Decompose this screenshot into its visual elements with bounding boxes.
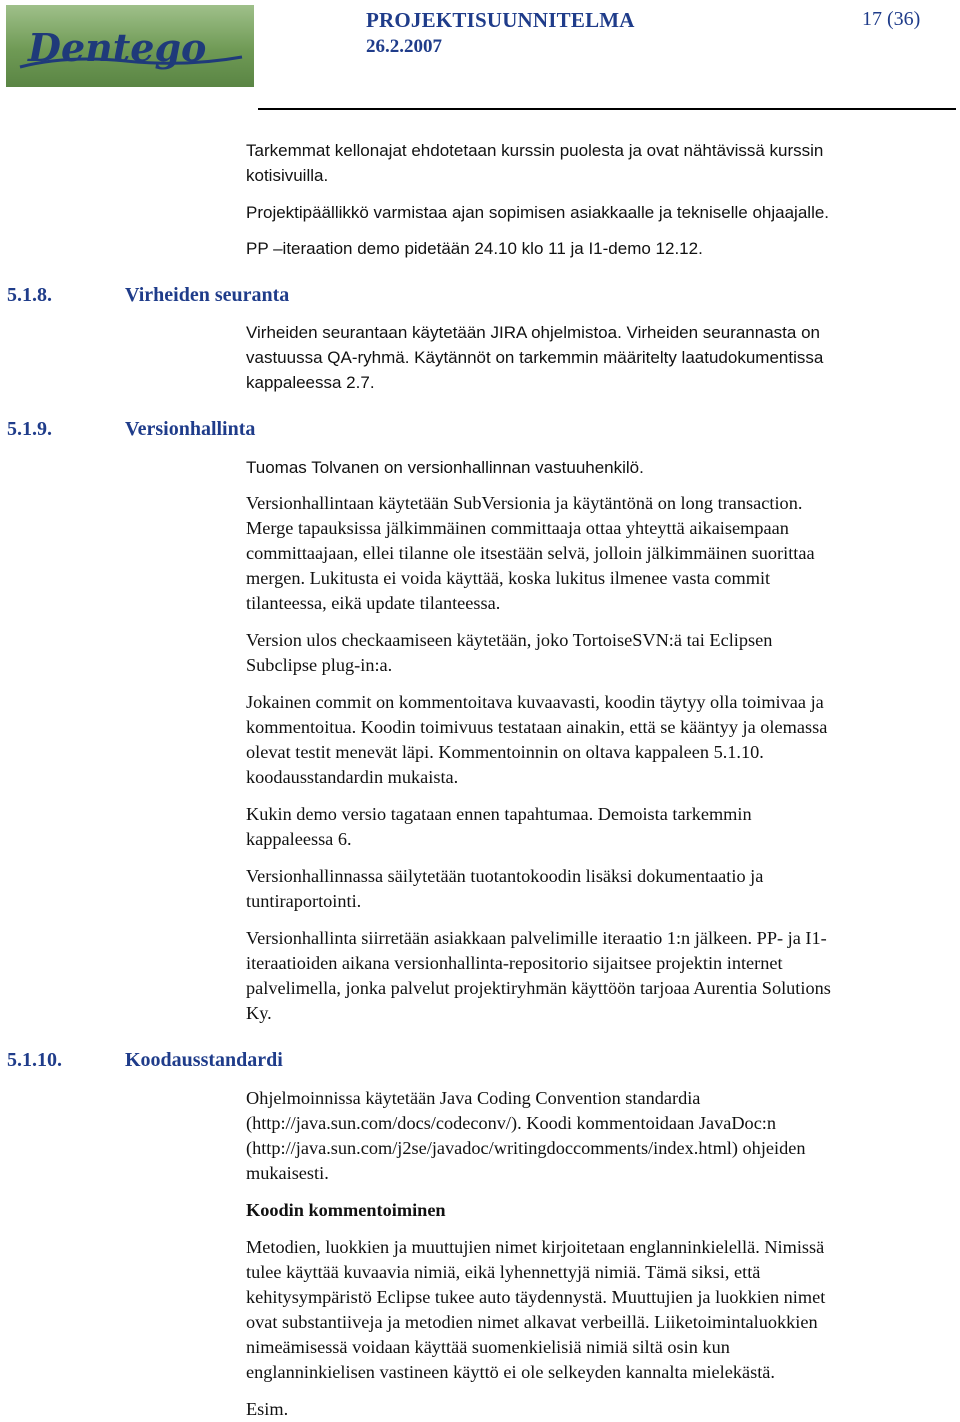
- text-line: Tuomas Tolvanen on versionhallinnan vastuuhenkilö.: [246, 458, 644, 477]
- text-line: vastuussa QA-ryhmä. Käytännöt on tarkemmin määritelty laatudokumentissa: [246, 348, 824, 367]
- text-line: palvelimella, jonka palvelut projektiryhmän käyttöön tarjoaa Aurentia Solutions: [246, 978, 831, 998]
- text-line: koodausstandardin mukaista.: [246, 767, 459, 787]
- logo-text: Dentego: [28, 25, 207, 70]
- section-title: Versionhallinta: [125, 418, 256, 440]
- text-line: Version ulos checkaamiseen käytetään, joko TortoiseSVN:ä tai Eclipsen: [246, 630, 773, 650]
- section-title: Virheiden seuranta: [125, 284, 290, 306]
- text-line: kommentoitua. Koodin toimivuus testataan ainakin, että se kääntyy ja olemassa: [246, 717, 828, 737]
- section-title: Koodausstandardi: [125, 1049, 283, 1071]
- text-line: Kukin demo versio tagataan ennen tapahtumaa. Demoista tarkemmin: [246, 804, 752, 824]
- company-logo: [6, 5, 254, 87]
- document-title: PROJEKTISUUNNITELMA: [366, 8, 635, 32]
- text-line: ovat substantiiveja ja metodien nimet alkavat verbeillä. Liiketoimintaluokkien: [246, 1312, 818, 1332]
- intro-line: Tarkemmat kellonajat ehdotetaan kurssin puolesta ja ovat nähtävissä kurssin: [246, 141, 824, 160]
- section-heading-koodausstandardi: [7, 1049, 283, 1072]
- section-heading-versionhallinta: [7, 418, 255, 441]
- section-number: 5.1.9.: [7, 418, 52, 440]
- text-line: Virheiden seurantaan käytetään JIRA ohjelmistoa. Virheiden seurannasta on: [246, 323, 820, 342]
- text-line: kehitysympäristö Eclipse tukee auto täydennystä. Muuttujien ja luokkien nimet: [246, 1287, 826, 1307]
- text-line: committaajaan, ellei tilanne ole itsestään selvä, jolloin jälkimmäinen suorittaa: [246, 543, 815, 563]
- text-line: Merge tapauksissa jälkimmäinen committaaja ottaa yhteyttä aikaisempaan: [246, 518, 789, 538]
- text-line: kappaleessa 2.7.: [246, 373, 375, 392]
- text-line: englanninkielisen vastineen käyttö ei ole selkeyden kannalta mielekästä.: [246, 1362, 775, 1382]
- text-line: Jokainen commit on kommentoitava kuvaavasti, koodin täytyy olla toimivaa ja: [246, 692, 824, 712]
- text-line: Metodien, luokkien ja muuttujien nimet kirjoitetaan englanninkielellä. Nimissä: [246, 1237, 825, 1257]
- subheading-koodin-kommentoiminen: Koodin kommentoiminen: [246, 1200, 446, 1220]
- section-number: 5.1.8.: [7, 284, 52, 306]
- text-line: mukaisesti.: [246, 1163, 329, 1183]
- document-date: 26.2.2007: [366, 36, 442, 57]
- text-line: tulee käyttää kuvaavia nimiä, eikä lyhennettyjä nimiä. Tämä siksi, että: [246, 1262, 761, 1282]
- text-line: Esim.: [246, 1399, 289, 1419]
- text-line: Ohjelmoinnissa käytetään Java Coding Convention standardia: [246, 1088, 701, 1108]
- text-line: nimeämisessä voidaan käyttää suomenkielisiä nimiä siltä osin kun: [246, 1337, 730, 1357]
- text-line: (http://java.sun.com/docs/codeconv/). Koodi kommentoidaan JavaDoc:n: [246, 1113, 777, 1133]
- text-line: Versionhallintaan käytetään SubVersionia ja käytäntönä on long transaction.: [246, 493, 803, 513]
- intro-line: PP –iteraation demo pidetään 24.10 klo 11 ja I1-demo 12.12.: [246, 239, 703, 258]
- text-line: Versionhallinta siirretään asiakkaan palvelimille iteraatio 1:n jälkeen. PP- ja I1-: [246, 928, 827, 948]
- text-line: (http://java.sun.com/j2se/javadoc/writingdoccomments/index.html) ohjeiden: [246, 1138, 806, 1158]
- text-line: tilanteessa, eikä update tilanteessa.: [246, 593, 501, 613]
- text-line: iteraatioiden aikana versionhallinta-repositorio sijaitsee projektin internet: [246, 953, 783, 973]
- text-line: olevat testit menevät läpi. Kommentoinnin on oltava kappaleen 5.1.10.: [246, 742, 764, 762]
- intro-line: kotisivuilla.: [246, 166, 329, 185]
- section-heading-virheiden-seuranta: [7, 284, 289, 307]
- text-line: mergen. Lukitusta ei voida käyttää, koska lukitus ilmenee vasta commit: [246, 568, 771, 588]
- text-line: Ky.: [246, 1003, 272, 1023]
- logo-wordmark: [6, 5, 254, 87]
- section-number: 5.1.10.: [7, 1049, 62, 1071]
- intro-line: Projektipäällikkö varmistaa ajan sopimisen asiakkaalle ja tekniselle ohjaajalle.: [246, 203, 830, 222]
- header-divider: [258, 108, 956, 110]
- page-number: 17 (36): [862, 8, 921, 30]
- text-line: Versionhallinnassa säilytetään tuotantokoodin lisäksi dokumentaatio ja: [246, 866, 764, 886]
- text-line: tuntiraportointi.: [246, 891, 362, 911]
- text-line: kappaleessa 6.: [246, 829, 352, 849]
- text-line: Subclipse plug-in:a.: [246, 655, 393, 675]
